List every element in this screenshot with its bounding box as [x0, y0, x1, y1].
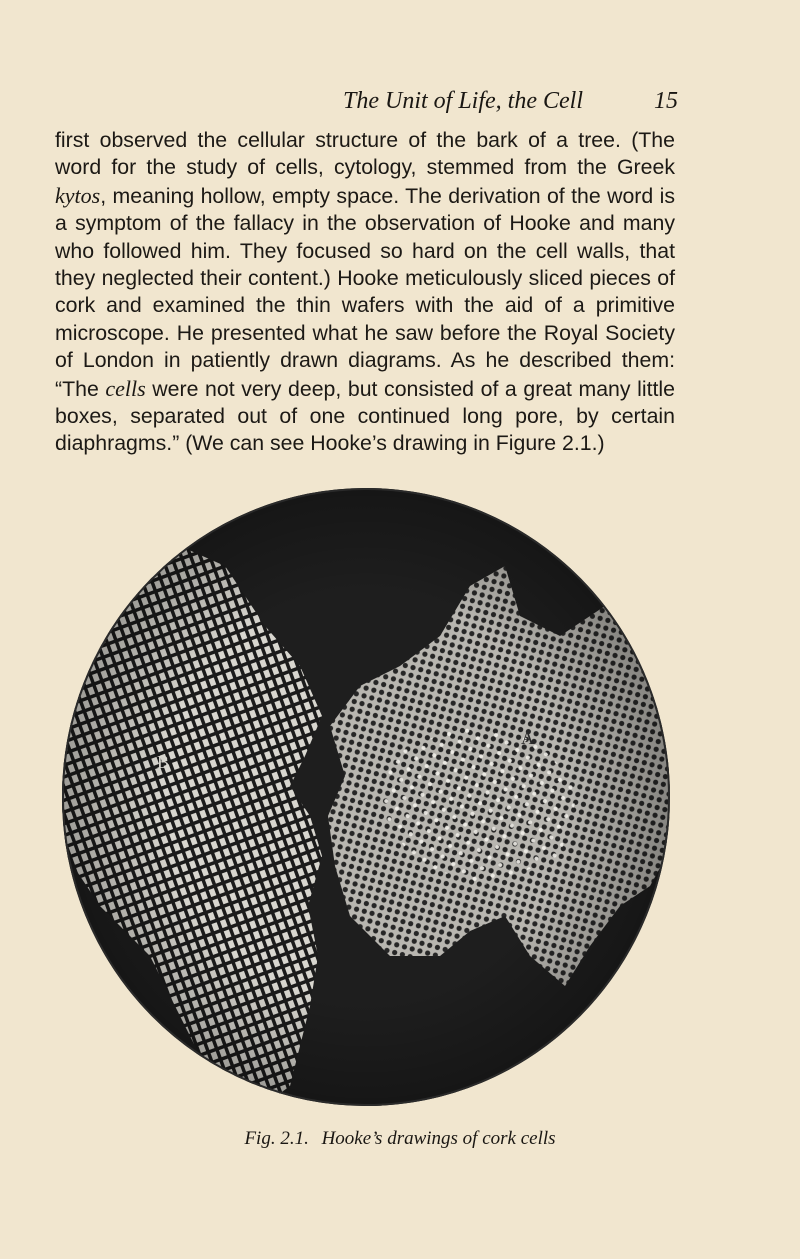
- figure-caption: [0, 1128, 800, 1150]
- cork-cell-figure: [60, 486, 672, 1108]
- body-text-seg2: , meaning hollow, empty space. The derivation of the word is a symptom of the fallacy in the observation of Hooke and many who followed him. They focused so hard on the cell walls, that they neglected their content.) Hooke meticulously sliced pieces of cork and examined the thin wafers with the aid of a primitive microscope. He presented what he saw before the Royal Society of London in patiently drawn diagrams. As he described them: “The: [55, 183, 675, 401]
- body-term-cells: cells: [105, 375, 146, 401]
- cork-cell-drawing: [60, 486, 672, 1108]
- caption-figure-label: Fig. 2.1.: [244, 1128, 309, 1149]
- caption-text: Hooke’s drawings of cork cells: [321, 1128, 556, 1149]
- running-title: The Unit of Life, the Cell: [343, 88, 583, 114]
- label-a: A: [521, 728, 534, 748]
- body-term-kytos: kytos: [55, 182, 101, 208]
- body-text-seg3: were not very deep, but consisted of a great many little boxes, separated out of one continued long pore, by certain diaphragms.” (We can see Hooke’s drawing in Figure 2.1.): [55, 376, 675, 456]
- body-paragraph: [55, 127, 675, 458]
- page-number: 15: [654, 88, 678, 114]
- label-b: B: [157, 752, 170, 772]
- body-text-seg1: first observed the cellular structure of the bark of a tree. (The word for the study of cells, cytology, stemmed from the Greek: [55, 128, 675, 180]
- running-header: [343, 88, 678, 115]
